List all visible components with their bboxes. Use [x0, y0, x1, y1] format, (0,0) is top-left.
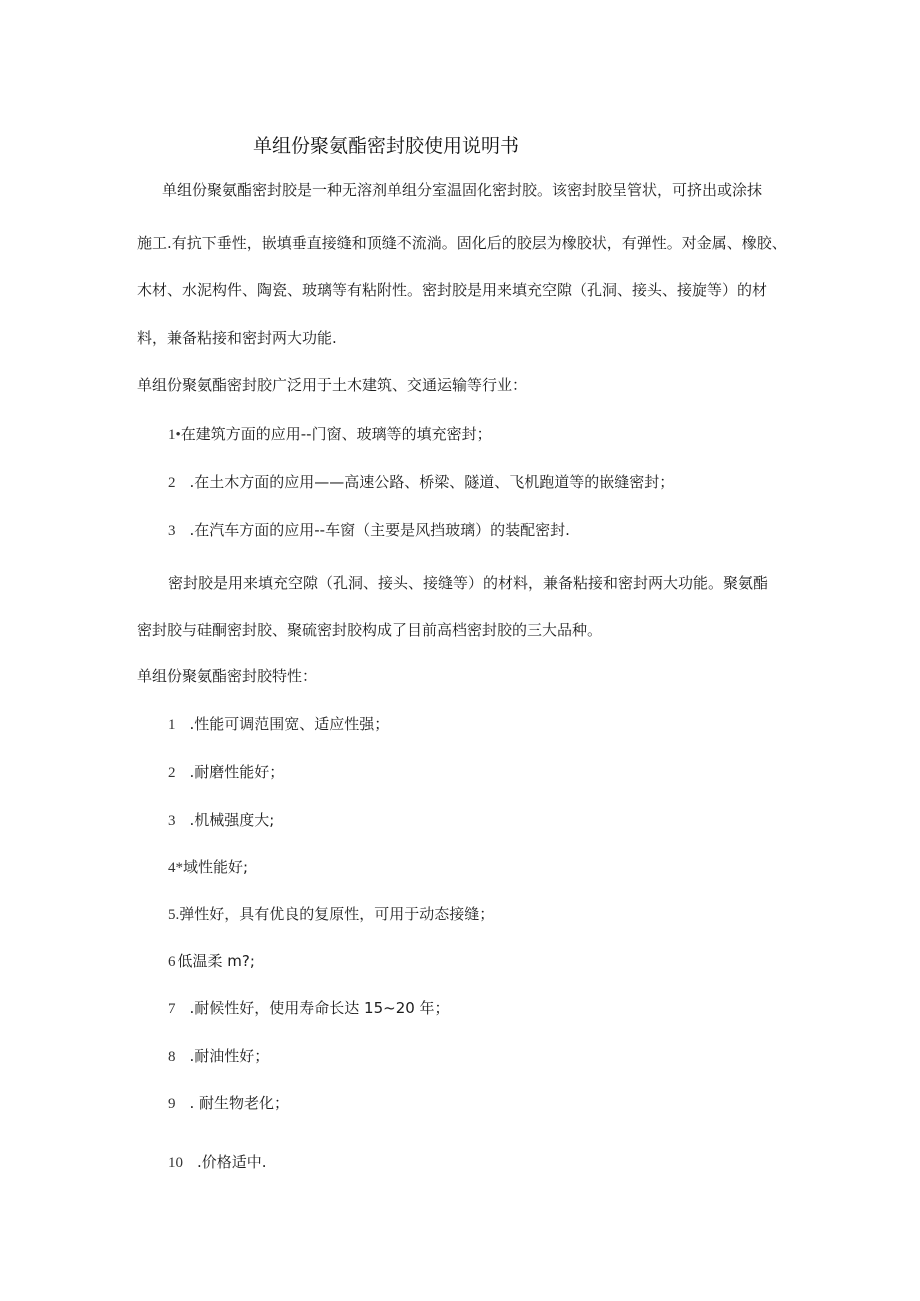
- application-item-number: 3: [168, 523, 176, 539]
- feature-item: [168, 810, 274, 831]
- document-title: 单组份聚氨酯密封胶使用说明书: [253, 135, 520, 157]
- application-item-text: .在汽车方面的应用--车窗（主要是风挡玻璃）的装配密封.: [189, 521, 570, 539]
- feature-item-text: .性能可调范围宽、适应性强；: [189, 715, 390, 733]
- application-item: [168, 424, 492, 445]
- feature-item-text: .价格适中.: [197, 1153, 267, 1171]
- feature-item: [168, 762, 284, 783]
- feature-item-text: 低温柔 m?;: [177, 952, 255, 970]
- summary-line-1: 密封胶是用来填充空隙（孔洞、接头、接缝等）的材料，兼备粘接和密封两大功能。聚氨酯: [168, 574, 769, 592]
- feature-item-number: 4*: [168, 860, 183, 876]
- features-heading: 单组份聚氨酯密封胶特性：: [137, 667, 318, 685]
- application-item: [168, 520, 570, 541]
- feature-item-text: 弹性好，具有优良的复原性，可用于动态接缝；: [179, 905, 495, 923]
- feature-item-number: 10: [168, 1155, 183, 1171]
- intro-line-3: 木材、水泥构件、陶瓷、玻璃等有粘附性。密封胶是用来填充空隙（孔洞、接头、接旋等）的材: [137, 281, 768, 299]
- feature-item-number: 6: [168, 954, 176, 970]
- feature-item-text: . 耐生物老化；: [189, 1094, 290, 1112]
- feature-item-number: 8: [168, 1049, 176, 1065]
- feature-item: [168, 951, 255, 972]
- feature-item: [168, 998, 450, 1019]
- feature-item-text: .耐磨性能好；: [189, 763, 285, 781]
- feature-item-number: 2: [168, 765, 176, 781]
- feature-item: [168, 904, 494, 925]
- feature-item: [168, 1093, 289, 1114]
- feature-item-text: .耐油性好；: [189, 1047, 270, 1065]
- feature-item: [168, 1152, 267, 1173]
- feature-item-number: 5.: [168, 907, 180, 923]
- feature-item-number: 3: [168, 813, 176, 829]
- application-item-text: 在建筑方面的应用--门窗、玻璃等的填充密封；: [180, 425, 492, 443]
- feature-item-text: .机械强度大;: [189, 811, 275, 829]
- feature-item-number: 9: [168, 1096, 176, 1112]
- feature-item-number: 1: [168, 717, 176, 733]
- feature-item: [168, 1046, 269, 1067]
- feature-item-text: .耐候性好，使用寿命长达 15~20 年；: [189, 999, 450, 1017]
- feature-item: [168, 857, 248, 878]
- feature-item-text: 域性能好;: [183, 858, 249, 876]
- application-item-number: 2: [168, 475, 176, 491]
- application-item-number: 1•: [168, 427, 181, 443]
- application-item-text: .在土木方面的应用——高速公路、桥梁、隧道、飞机跑道等的嵌缝密封；: [189, 473, 675, 491]
- intro-line-1: 单组份聚氨酯密封胶是一种无溶剂单组分室温固化密封胶。该密封胶呈管状，可挤出或涂抹: [162, 181, 763, 199]
- feature-item-number: 7: [168, 1001, 176, 1017]
- application-item: [168, 472, 674, 493]
- intro-line-2: 施工.有抗下垂性，嵌填垂直接缝和顶缝不流淌。固化后的胶层为橡胶状，有弹性。对金属、橡胶、: [137, 234, 787, 252]
- intro-line-4: 料，兼备粘接和密封两大功能.: [137, 329, 337, 347]
- feature-item: [168, 714, 389, 735]
- applications-heading: 单组份聚氨酯密封胶广泛用于土木建筑、交通运输等行业：: [137, 376, 528, 394]
- summary-line-2: 密封胶与硅酮密封胶、聚硫密封胶构成了目前高档密封胶的三大品种。: [137, 621, 603, 639]
